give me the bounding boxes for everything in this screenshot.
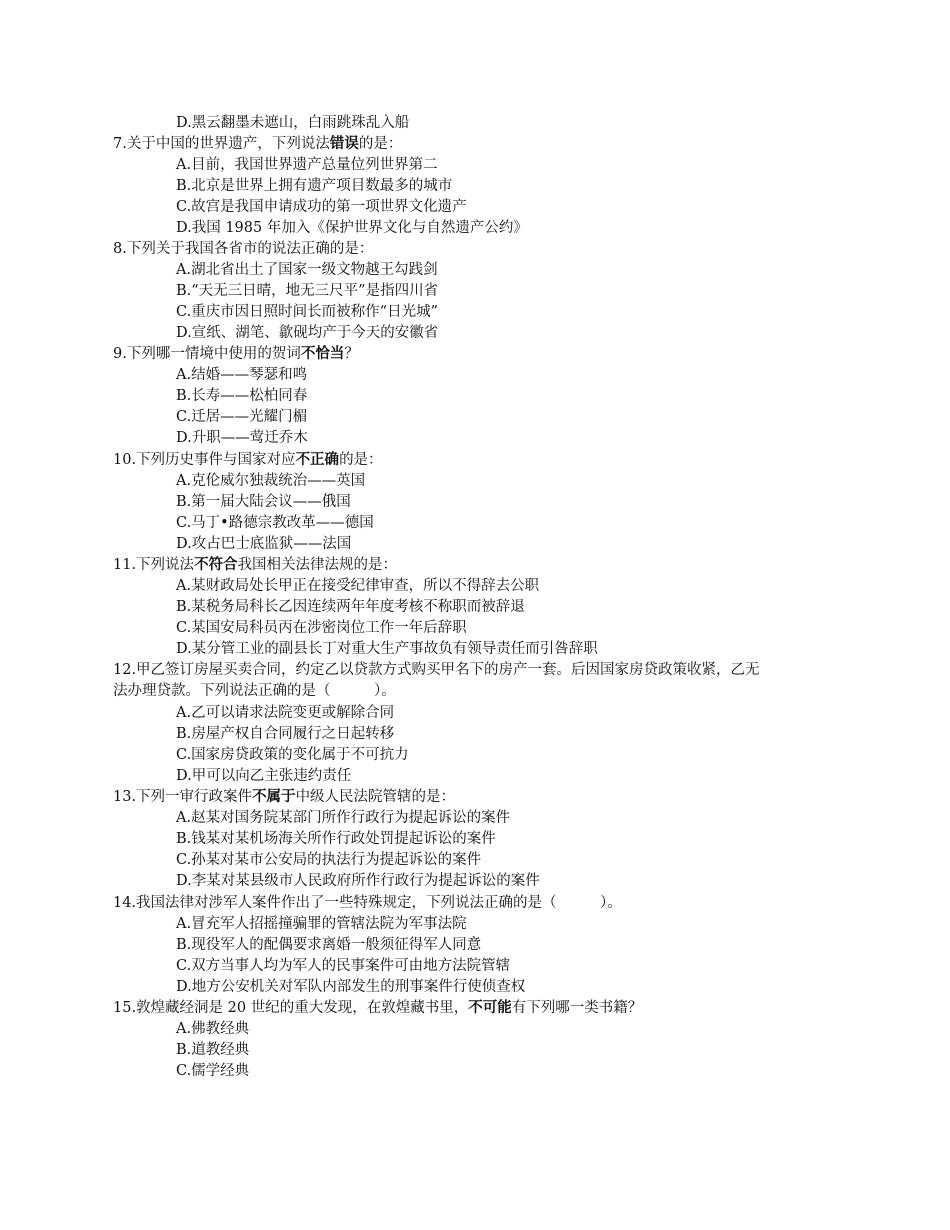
option-b: B.钱某对某机场海关所作行政处罚提起诉讼的案件	[176, 831, 496, 847]
option-a: A.目前，我国世界遗产总量位列世界第二	[176, 157, 438, 173]
option-d: D.李某对某县级市人民政府所作行政行为提起诉讼的案件	[176, 873, 540, 889]
question-text: 10.下列历史事件与国家对应	[113, 452, 296, 468]
option-d: D.升职——莺迁乔木	[176, 430, 308, 446]
question-7	[113, 134, 402, 154]
question-text: 我国相关法律法规的是：	[237, 557, 398, 573]
option-d: D.地方公安机关对军队内部发生的刑事案件行使侦查权	[176, 979, 526, 995]
option-d: D.我国 1985 年加入《保护世界文化与自然遗产公约》	[176, 220, 528, 236]
option-c: C.故宫是我国申请成功的第一项世界文化遗产	[176, 199, 467, 215]
option-a: A.赵某对国务院某部门所作行政行为提起诉讼的案件	[176, 810, 511, 826]
option-d: D.宣纸、湖笔、歙砚均产于今天的安徽省	[176, 325, 439, 341]
question-keyword: 不正确	[295, 452, 340, 468]
question-keyword: 不属于	[252, 789, 296, 805]
question-keyword: 错误	[329, 136, 359, 152]
question-text: 7.关于中国的世界遗产，下列说法	[113, 136, 330, 152]
option-a: A.某财政局处长甲正在接受纪律审查，所以不得辞去公职	[176, 578, 540, 594]
question-9	[113, 344, 359, 364]
question-keyword: 不可能	[468, 1000, 512, 1016]
option-a: A.乙可以请求法院变更或解除合同	[176, 705, 395, 721]
option-c: C.双方当事人均为军人的民事案件可由地方法院管辖	[176, 958, 511, 974]
question-text: 中级人民法院管辖的是：	[295, 789, 456, 805]
option-c: C.某国安局科员丙在涉密岗位工作一年后辞职	[176, 620, 467, 636]
option-d: D.甲可以向乙主张违约责任	[176, 768, 352, 784]
option-d: D.某分管工业的副县长丁对重大生产事故负有领导责任而引咎辞职	[176, 641, 598, 657]
option-c: C.孙某对某市公安局的执法行为提起诉讼的案件	[176, 852, 482, 868]
question-text: 有下列哪一类书籍？	[511, 1000, 643, 1016]
question-14: 14.我国法律对涉军人案件作出了一些特殊规定，下列说法正确的是（ ）。	[113, 895, 622, 911]
option-b: B.某税务局科长乙因连续两年年度考核不称职而被辞退	[176, 599, 525, 615]
question-keyword: 不恰当	[300, 346, 345, 362]
option-c: C.儒学经典	[176, 1063, 250, 1079]
option-a: A.湖北省出土了国家一级文物越王勾践剑	[176, 262, 438, 278]
question-text: 的是：	[339, 452, 383, 468]
option-b: B.房屋产权自合同履行之日起转移	[176, 726, 395, 742]
question-11	[113, 555, 397, 575]
question-12-continued: 法办理贷款。下列说法正确的是（ ）。	[113, 683, 396, 699]
question-10	[113, 450, 383, 470]
question-text: 9.下列哪一情境中使用的贺词	[113, 346, 301, 362]
option-a: A.佛教经典	[176, 1021, 250, 1037]
option-d: D.攻占巴士底监狱——法国	[176, 536, 352, 552]
option-c: C.重庆市因日照时间长而被称作“日光城”	[176, 304, 439, 320]
option-a: A.冒充军人招摇撞骗罪的管辖法院为军事法院	[176, 916, 467, 932]
option-b: B.现役军人的配偶要求离婚一般须征得军人同意	[176, 937, 482, 953]
question-text: 的是：	[358, 136, 403, 152]
question-text: 13.下列一审行政案件	[113, 789, 253, 805]
option-a: A.结婚——琴瑟和鸣	[176, 367, 308, 383]
option-b: B.道教经典	[176, 1042, 250, 1058]
question-text: ？	[344, 346, 359, 362]
option-a: A.克伦威尔独裁统治——英国	[176, 473, 366, 489]
option-d: D.黑云翻墨未遮山，白雨跳珠乱入船	[176, 115, 410, 131]
question-text: 11.下列说法	[113, 557, 195, 573]
question-13	[113, 787, 455, 807]
question-8: 8.下列关于我国各省市的说法正确的是：	[113, 241, 374, 257]
question-text: 15.敦煌藏经洞是 20 世纪的重大发现，在敦煌藏书里，	[113, 1000, 469, 1016]
option-b: B.长寿——松柏同春	[176, 388, 308, 404]
option-c: C.马丁•路德宗教改革——德国	[176, 515, 374, 531]
question-keyword: 不符合	[194, 557, 238, 573]
question-15	[113, 998, 642, 1018]
option-c: C.迁居——光耀门楣	[176, 409, 308, 425]
option-b: B.北京是世界上拥有遗产项目数最多的城市	[176, 178, 453, 194]
question-12: 12.甲乙签订房屋买卖合同，约定乙以贷款方式购买甲名下的房产一套。后因国家房贷政策收紧，乙无	[113, 662, 760, 678]
option-c: C.国家房贷政策的变化属于不可抗力	[176, 747, 409, 763]
option-b: B.“天无三日晴，地无三尺平”是指四川省	[176, 283, 439, 299]
option-b: B.第一届大陆会议——俄国	[176, 494, 351, 510]
